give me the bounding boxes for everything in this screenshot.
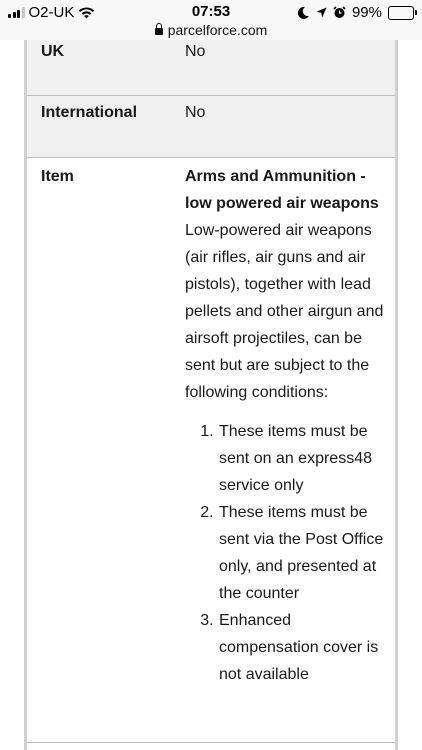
address-bar[interactable] xyxy=(0,22,422,38)
table-row-uk xyxy=(27,40,395,96)
lock-icon xyxy=(155,28,163,35)
battery-icon xyxy=(388,6,414,20)
url-text: parcelforce.com xyxy=(167,22,268,38)
table-row-international xyxy=(27,96,395,158)
battery-percent: 99% xyxy=(351,4,382,21)
status-bar xyxy=(0,0,422,40)
item-details xyxy=(185,163,395,688)
list-item: 2. These items must be sent via the Post Office only, and presented at the counter xyxy=(218,499,395,607)
moon-icon xyxy=(298,6,310,19)
item-title: Arms and Ammunition - low powered air weapons xyxy=(185,168,379,212)
carrier-name: O2-UK xyxy=(28,4,75,21)
row-label: UK xyxy=(41,43,65,60)
page-content xyxy=(0,40,422,750)
row-label: International xyxy=(41,104,138,121)
status-right xyxy=(298,4,414,21)
list-item: 3. Enhanced compensation cover is not available xyxy=(218,607,395,688)
row-value: No xyxy=(185,43,206,60)
row-label: Item xyxy=(41,168,74,185)
alarm-icon xyxy=(333,6,346,19)
divider xyxy=(27,742,395,743)
clock: 07:53 xyxy=(191,3,231,20)
restrictions-table xyxy=(24,40,398,750)
location-arrow-icon xyxy=(316,7,327,18)
table-row-item xyxy=(27,158,395,742)
row-value: No xyxy=(185,104,206,121)
conditions-list xyxy=(185,418,395,688)
list-item: 1. These items must be sent on an express48 service only xyxy=(218,418,395,499)
item-description: Low-powered air weapons (air rifles, air guns and air pistols), together with lead pellets and other airgun and airsoft projectiles, can be sent but are subject to the following conditions: xyxy=(185,222,384,401)
